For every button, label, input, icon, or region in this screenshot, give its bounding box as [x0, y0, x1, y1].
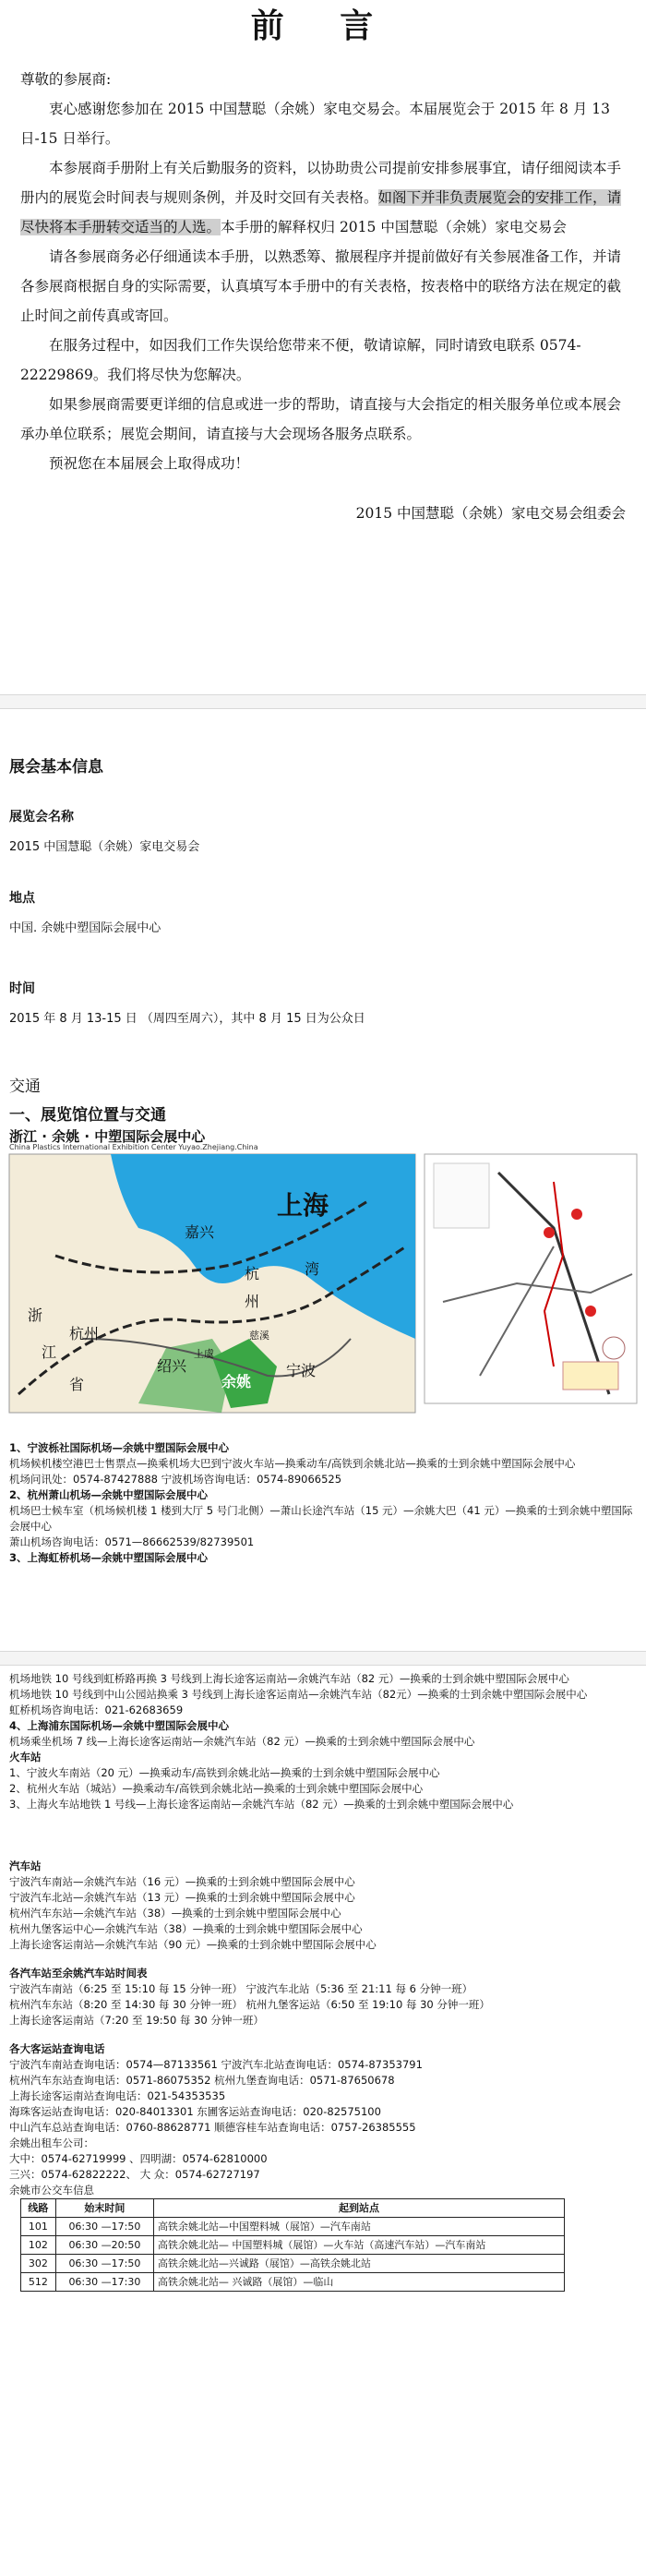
route-title: 汽车站 [9, 1860, 42, 1872]
table-cell: 高铁余姚北站— 兴诚路（展馆）—临山 [153, 2273, 564, 2292]
table-cell: 102 [21, 2236, 56, 2255]
table-row [21, 2236, 565, 2255]
table-row [21, 2255, 565, 2273]
table-cell: 302 [21, 2255, 56, 2273]
route-line: 中山汽车总站查询电话：0760-88628771 顺德容桂车站查询电话：0757-26385555 [9, 2121, 416, 2134]
route-list-b [9, 1671, 637, 2292]
field-label: 展览会名称 [9, 810, 74, 825]
table-row [21, 2273, 565, 2292]
section-heading: 交通 [9, 1077, 41, 1096]
schedule-lines [9, 1981, 637, 2028]
map-label: 上海 [277, 1190, 329, 1221]
map-graphic [0, 1126, 646, 1431]
route-title: 3、上海虹桥机场—余姚中塑国际会展中心 [9, 1551, 208, 1564]
pudong-lines [9, 1734, 637, 1750]
route-line: 宁波汽车南站查询电话：0574—87133561 宁波汽车北站查询电话：0574-87353791 [9, 2058, 423, 2071]
route-line: 机场问讯处：0574-87427888 宁波机场咨询电话：0574-89066525 [9, 1473, 342, 1486]
table-cell: 512 [21, 2273, 56, 2292]
sub-heading: 一、展览馆位置与交通 [9, 1106, 166, 1125]
route-line: 杭州汽车东站查询电话：0571-86075352 杭州九堡查询电话：0571-87650678 [9, 2074, 395, 2087]
bus-lines [9, 1874, 637, 1953]
map-label: 州 [245, 1293, 260, 1310]
route-line: 大中：0574-62719999 、四明湖：0574-62810000 [9, 2152, 268, 2165]
preface-paragraph: 预祝您在本届展会上取得成功！ [49, 455, 250, 472]
route-line: 机场候机楼空港巴士售票点—换乘机场大巴到宁波火车站—换乘动车/高铁到余姚北站—换乘的士到余姚中塑国际会展中心 [9, 1457, 576, 1470]
route-line: 余姚出租车公司： [9, 2137, 94, 2149]
phone-lines [9, 2057, 637, 2198]
preface-paragraph: 请各参展商务必仔细通读本手册，以熟悉筹、撤展程序并提前做好有关参展准备工作，并请各参展商根据自身的实际需要，认真填写本手册中的有关表格，按表格中的联络方法在规定的截止时间之前传真或寄回。 [20, 248, 622, 324]
map-label: 湾 [305, 1260, 320, 1278]
info-heading-block [9, 753, 637, 776]
route-line: 杭州汽车东站（8:20 至 14:30 每 30 分钟一班） 杭州九堡客运站（6:50 至 19:10 每 30 分钟一班） [9, 1998, 490, 2011]
table-cell: 高铁余姚北站—中国塑料城（展馆）—汽车南站 [153, 2218, 564, 2236]
location-map [0, 1126, 646, 1431]
route-line: 上海长途客运南站（7:20 至 19:50 每 30 分钟一班） [9, 2014, 264, 2027]
preface-page [0, 0, 646, 692]
table-row [21, 2218, 565, 2236]
marker-icon [571, 1209, 582, 1220]
field-name [9, 807, 637, 854]
route-line: 三兴：0574-62822222、 大 众：0574-62727197 [9, 2168, 260, 2181]
table-cell: 06:30 —17:50 [55, 2218, 153, 2236]
route-list-a [9, 1440, 637, 1566]
route-line: 1、宁波火车南站（20 元）—换乘动车/高铁到余姚北站—换乘的士到余姚中塑国际会展中心 [9, 1766, 440, 1779]
route-line: 机场乘坐机场 7 线—上海长途客运南站—余姚汽车站（82 元）—换乘的士到余姚中塑国际会展中心 [9, 1735, 475, 1748]
table-header: 线路 [21, 2199, 56, 2218]
table-cell: 06:30 —17:30 [55, 2273, 153, 2292]
route-line: 杭州九堡客运中心—余姚汽车站（38）—换乘的士到余姚中塑国际会展中心 [9, 1922, 363, 1935]
route-line: 上海长途客运南站查询电话：021-54353535 [9, 2089, 226, 2102]
field-value: 2015 年 8 月 13-15 日 （周四至周六），其中 8 月 15 日为公众日 [9, 1012, 365, 1026]
map-label: 绍兴 [157, 1357, 187, 1375]
section-heading: 展会基本信息 [9, 758, 103, 776]
signature: 2015 中国慧聪（余姚）家电交易会组委会 [355, 505, 626, 522]
map-label: 嘉兴 [185, 1223, 215, 1241]
route-line: 宁波汽车南站（6:25 至 15:10 每 15 分钟一班） 宁波汽车北站（5:36 至 21:11 每 6 分钟一班） [9, 1982, 473, 1995]
salutation: 尊敬的参展商: [20, 71, 112, 88]
field-label: 时间 [9, 981, 35, 996]
table-header: 始末时间 [55, 2199, 153, 2218]
route-line: 3、上海火车站地铁 1 号线—上海长途客运南站—余姚汽车站（82 元）—换乘的士到余姚中塑国际会展中心 [9, 1798, 514, 1811]
route-line: 余姚市公交车信息 [9, 2184, 94, 2197]
map-label: 杭 [245, 1265, 260, 1282]
route-title: 4、上海浦东国际机场—余姚中塑国际会展中心 [9, 1719, 229, 1732]
map-title: 浙江 · 余姚 · 中塑国际会展中心 [9, 1128, 206, 1145]
route-line: 2、杭州火车站（城站）—换乘动车/高铁到余姚北站—换乘的士到余姚中塑国际会展中心 [9, 1782, 424, 1795]
preface-paragraph: 衷心感谢您参加在 2015 中国慧聪（余姚）家电交易会。本届展览会于 2015 年 8 月 13 日-15 日举行。 [20, 101, 610, 147]
route-line: 机场巴士候车室（机场候机楼 1 楼到大厅 5 号门北侧）—萧山长途汽车站（15 元）—余姚大巴（41 元）—换乘的士到余姚中塑国际会展中心 [9, 1504, 633, 1533]
field-place [9, 888, 637, 935]
route-line: 杭州汽车东站—余姚汽车站（38）—换乘的士到余姚中塑国际会展中心 [9, 1907, 341, 1920]
bus-table [20, 2198, 565, 2292]
map-label: 江 [42, 1343, 57, 1361]
page-title: 前 言 [250, 6, 396, 45]
route-line: 机场地铁 10 号线到中山公园站换乘 3 号线到上海长途客运南站—余姚汽车站（82元）—换乘的士到余姚中塑国际会展中心 [9, 1688, 588, 1701]
legend-box [434, 1163, 489, 1228]
marker-icon [585, 1306, 596, 1317]
field-time [9, 979, 637, 1026]
map-label: 杭州 [69, 1325, 100, 1342]
preface-paragraph: 如果参展商需要更详细的信息或进一步的帮助，请直接与大会指定的相关服务单位或本展会承办单位联系；展览会期间，请直接与大会现场各服务点联系。 [20, 396, 622, 442]
page-separator [0, 694, 646, 709]
table-cell: 高铁余姚北站—兴诚路（展馆）—高铁余姚北站 [153, 2255, 564, 2273]
map-label: 宁波 [286, 1362, 317, 1379]
route-line: 上海长途客运南站—余姚汽车站（90 元）—换乘的士到余姚中塑国际会展中心 [9, 1938, 377, 1951]
preface-paragraph: 本参展商手册附上有关后勤服务的资料，以协助贵公司提前安排参展事宜，请仔细阅读本手册内的展览会时间表与规则条例，并及时交回有关表格。如阁下并非负责展览会的安排工作，请尽快将本手册转交适当的人选。本手册的解释权归 2015 中国慧聪（余姚）家电交易会 [20, 160, 622, 235]
highlighted-text: 如阁下并非负责展览会的安排工作，请尽快将本手册转交适当的人选。 [20, 189, 622, 235]
table-cell: 06:30 —17:50 [55, 2255, 153, 2273]
map-label: 上虞 [194, 1348, 214, 1360]
route-title: 1、宁波栎社国际机场—余姚中塑国际会展中心 [9, 1441, 229, 1454]
preface-paragraph: 在服务过程中，如因我们工作失误给您带来不便，敬请谅解，同时请致电联系 0574-22229869。我们将尽快为您解决。 [20, 337, 581, 383]
route-line: 萧山机场咨询电话：0571—86662539/82739501 [9, 1535, 255, 1548]
route-line: 宁波汽车北站—余姚汽车站（13 元）—换乘的士到余姚中塑国际会展中心 [9, 1891, 355, 1904]
preface-body [20, 65, 626, 528]
map-label: 余姚 [221, 1373, 252, 1390]
field-value: 中国. 余姚中塑国际会展中心 [9, 921, 162, 935]
route-line: 宁波汽车南站—余姚汽车站（16 元）—换乘的士到余姚中塑国际会展中心 [9, 1875, 355, 1888]
route-line: 机场地铁 10 号线到虹桥路再换 3 号线到上海长途客运南站—余姚汽车站（82 元）—换乘的士到余姚中塑国际会展中心 [9, 1672, 569, 1685]
table-cell: 高铁余姚北站— 中国塑料城（展馆）—火车站（高速汽车站）—汽车南站 [153, 2236, 564, 2255]
info-page [0, 711, 646, 1653]
field-label: 地点 [9, 891, 35, 906]
map-label: 浙 [28, 1306, 43, 1324]
table-cell: 101 [21, 2218, 56, 2236]
traffic-page [0, 1662, 646, 2576]
route-line: 海珠客运站查询电话：020-84013301 东圃客运站查询电话：020-82575100 [9, 2105, 381, 2118]
train-lines [9, 1765, 637, 1812]
venue-box [563, 1362, 618, 1390]
map-label: 省 [69, 1376, 85, 1393]
route-title: 各大客运站查询电话 [9, 2042, 105, 2055]
route-title: 各汽车站至余姚汽车站时间表 [9, 1967, 148, 1980]
map-label: 慈溪 [249, 1330, 269, 1342]
hongqiao-lines [9, 1671, 637, 1718]
field-value: 2015 中国慧聪（余姚）家电交易会 [9, 840, 200, 854]
route-title: 2、杭州萧山机场—余姚中塑国际会展中心 [9, 1488, 208, 1501]
table-cell: 06:30 —20:50 [55, 2236, 153, 2255]
route-title: 火车站 [9, 1751, 42, 1763]
table-header: 起到站点 [153, 2199, 564, 2218]
route-line: 虹桥机场咨询电话：021-62683659 [9, 1703, 184, 1716]
map-subtitle: China Plastics International Exhibition Center Yuyao.Zhejiang.China [9, 1143, 258, 1151]
marker-icon [544, 1227, 555, 1238]
traffic-block [9, 1073, 637, 1125]
